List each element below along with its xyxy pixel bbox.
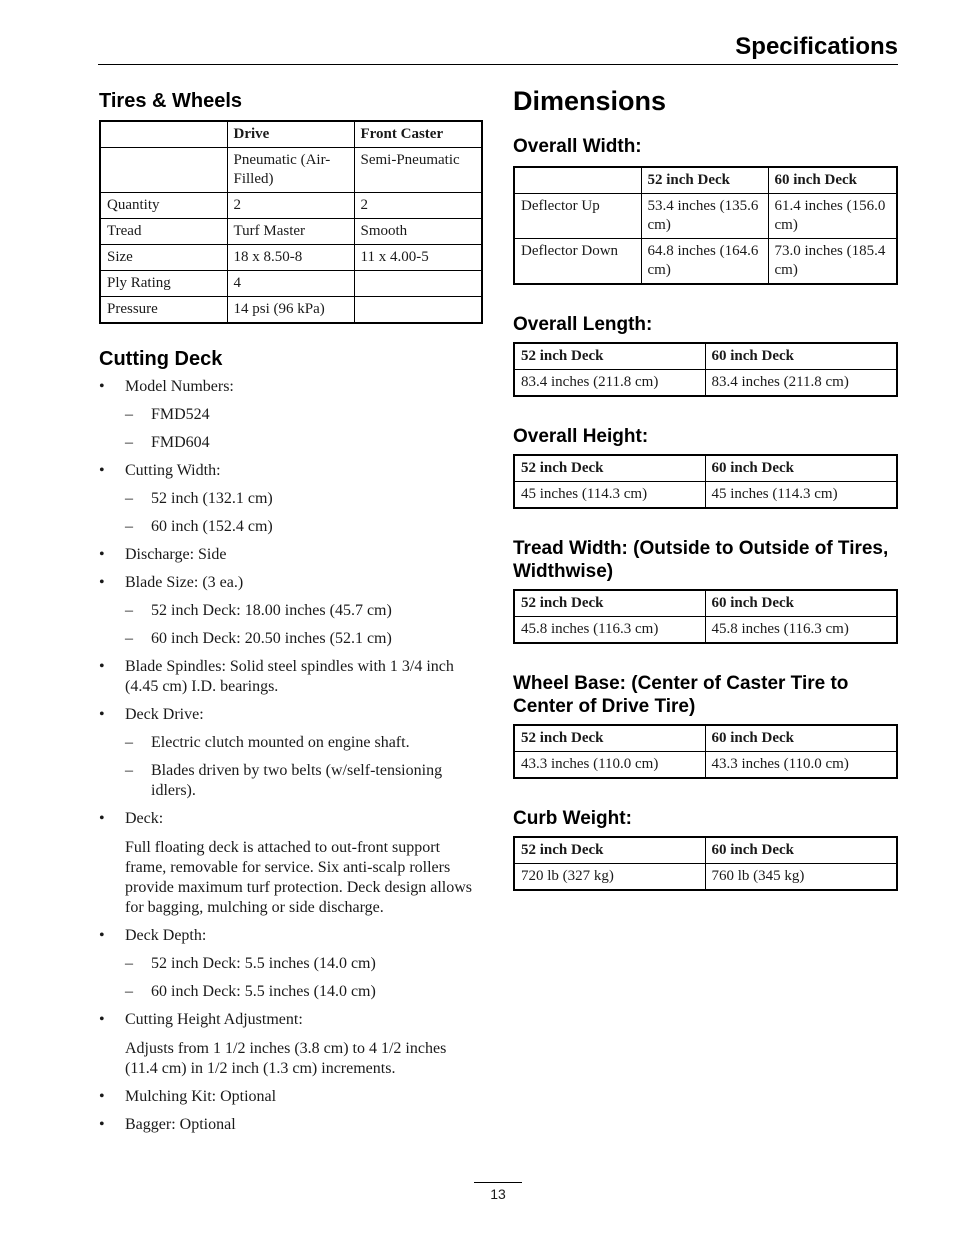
- cutting-deck-heading: Cutting Deck: [99, 348, 223, 370]
- table-cell: [100, 148, 227, 193]
- list-item: • Blade Size: (3 ea.) – 52 inch Deck: 18.00 inches (45.7 cm) – 60 inch Deck: 20.50 inches (52.1 cm): [99, 573, 483, 649]
- table-row: [514, 370, 897, 397]
- table-header-cell: 52 inch Deck: [514, 343, 705, 370]
- overall-height-heading: Overall Height:: [513, 426, 649, 447]
- table-header-row: [100, 121, 482, 148]
- cutting-deck-list: [99, 377, 483, 1135]
- table-header-cell: [514, 167, 641, 194]
- dash-icon: –: [125, 630, 133, 647]
- table-cell: 73.0 inches (185.4 cm): [768, 239, 897, 285]
- table-cell: 2: [227, 193, 354, 219]
- table-header-cell: 52 inch Deck: [641, 167, 768, 194]
- right-column: [513, 86, 898, 891]
- overall-width-heading: Overall Width:: [513, 136, 642, 157]
- table-header-cell: 60 inch Deck: [705, 455, 897, 482]
- bullet-icon: •: [99, 462, 105, 479]
- list-item: – Electric clutch mounted on engine shaft.: [125, 734, 410, 751]
- left-column: [99, 90, 483, 1143]
- table-cell: 4: [227, 271, 354, 297]
- table-header-cell: 60 inch Deck: [705, 837, 897, 864]
- list-item: • Cutting Width: – 52 inch (132.1 cm) – 60 inch (152.4 cm): [99, 461, 483, 537]
- dash-icon: –: [125, 490, 133, 507]
- table-cell: 43.3 inches (110.0 cm): [705, 752, 897, 779]
- list-item: • Bagger: Optional: [99, 1116, 236, 1133]
- dash-icon: –: [125, 602, 133, 619]
- table-cell: 53.4 inches (135.6 cm): [641, 194, 768, 239]
- wheel-base-heading: Wheel Base: (Center of Caster Tire to Center of Drive Tire): [513, 673, 849, 717]
- table-cell: Pneumatic (Air-Filled): [227, 148, 354, 193]
- bullet-icon: •: [99, 574, 105, 591]
- table-header-cell: 60 inch Deck: [705, 343, 897, 370]
- tires-wheels-table: [99, 120, 483, 324]
- dash-icon: –: [125, 434, 133, 451]
- header-rule: [98, 64, 898, 65]
- table-header-cell: 60 inch Deck: [705, 590, 897, 617]
- table-row: [514, 617, 897, 644]
- bullet-icon: •: [99, 546, 105, 563]
- table-header-cell: Drive: [227, 121, 354, 148]
- table-header-row: [514, 837, 897, 864]
- list-item: – Blades driven by two belts (w/self-tensioning idlers).: [125, 762, 443, 799]
- list-item: • Model Numbers: – FMD524 – FMD604: [99, 377, 483, 453]
- table-header-row: [514, 167, 897, 194]
- table-header-row: [514, 590, 897, 617]
- overall-length-table: [513, 342, 898, 397]
- table-cell: Tread: [100, 219, 227, 245]
- table-header-cell: 60 inch Deck: [768, 167, 897, 194]
- table-cell: Ply Rating: [100, 271, 227, 297]
- tread-width-table: [513, 589, 898, 644]
- list-item: – FMD604: [125, 434, 210, 451]
- list-item: – 52 inch Deck: 18.00 inches (45.7 cm): [125, 602, 392, 619]
- table-cell: Deflector Down: [514, 239, 641, 285]
- table-cell: 45.8 inches (116.3 cm): [705, 617, 897, 644]
- page-number: 13: [474, 1182, 522, 1202]
- table-cell: Quantity: [100, 193, 227, 219]
- table-cell: 83.4 inches (211.8 cm): [705, 370, 897, 397]
- tread-width-heading: Tread Width: (Outside to Outside of Tires, Widthwise): [513, 538, 889, 582]
- table-row: [100, 297, 482, 324]
- table-row: [100, 219, 482, 245]
- bullet-icon: •: [99, 706, 105, 723]
- dash-icon: –: [125, 406, 133, 423]
- table-row: [514, 864, 897, 891]
- bullet-icon: •: [99, 1088, 105, 1105]
- table-cell: [354, 297, 482, 324]
- table-cell: [354, 271, 482, 297]
- table-cell: Deflector Up: [514, 194, 641, 239]
- table-cell: 14 psi (96 kPa): [227, 297, 354, 324]
- dimensions-heading: Dimensions: [513, 86, 667, 116]
- table-cell: Smooth: [354, 219, 482, 245]
- bullet-icon: •: [99, 810, 105, 827]
- dash-icon: –: [125, 518, 133, 535]
- table-row: [100, 193, 482, 219]
- page-header-title: Specifications: [735, 33, 898, 60]
- table-row: [514, 482, 897, 509]
- table-header-cell: 60 inch Deck: [705, 725, 897, 752]
- dash-icon: –: [125, 734, 133, 751]
- table-cell: 760 lb (345 kg): [705, 864, 897, 891]
- list-item: • Deck Drive: – Electric clutch mounted on engine shaft. – Blades driven by two belts (w/self-tensioning idlers).: [99, 705, 483, 801]
- list-item: – 60 inch Deck: 5.5 inches (14.0 cm): [125, 983, 376, 1000]
- table-cell: 83.4 inches (211.8 cm): [514, 370, 705, 397]
- bullet-icon: •: [99, 1116, 105, 1133]
- list-item: • Cutting Height Adjustment: Adjusts from 1 1/2 inches (3.8 cm) to 4 1/2 inches (11.4 cm) in 1/2 inch (1.3 cm) increments.: [99, 1010, 483, 1079]
- table-row: [514, 752, 897, 779]
- table-row: [100, 245, 482, 271]
- list-item: – 60 inch Deck: 20.50 inches (52.1 cm): [125, 630, 392, 647]
- table-header-row: [514, 725, 897, 752]
- dash-icon: –: [125, 955, 133, 972]
- table-cell: 61.4 inches (156.0 cm): [768, 194, 897, 239]
- table-cell: 43.3 inches (110.0 cm): [514, 752, 705, 779]
- table-header-row: [514, 343, 897, 370]
- table-row: [514, 239, 897, 285]
- table-cell: Turf Master: [227, 219, 354, 245]
- table-header-cell: 52 inch Deck: [514, 590, 705, 617]
- table-cell: 18 x 8.50-8: [227, 245, 354, 271]
- table-cell: 45 inches (114.3 cm): [514, 482, 705, 509]
- deck-description: Full floating deck is attached to out-front support frame, removable for service. Six anti-scalp rollers provide maximum turf protection. Deck design allows for bagging, mulching or side discharge.: [125, 839, 473, 916]
- overall-height-table: [513, 454, 898, 509]
- bullet-icon: •: [99, 1011, 105, 1028]
- dash-icon: –: [125, 983, 133, 1000]
- table-cell: 11 x 4.00-5: [354, 245, 482, 271]
- table-header-cell: 52 inch Deck: [514, 837, 705, 864]
- list-item: – FMD524: [125, 406, 210, 423]
- overall-width-table: [513, 166, 898, 285]
- list-item: – 52 inch (132.1 cm): [125, 490, 273, 507]
- height-adjust-description: Adjusts from 1 1/2 inches (3.8 cm) to 4 1/2 inches (11.4 cm) in 1/2 inch (1.3 cm) increments.: [125, 1040, 447, 1077]
- table-row: [100, 271, 482, 297]
- bullet-icon: •: [99, 378, 105, 395]
- wheel-base-table: [513, 724, 898, 779]
- table-header-cell: 52 inch Deck: [514, 725, 705, 752]
- table-cell: 45 inches (114.3 cm): [705, 482, 897, 509]
- list-item: – 60 inch (152.4 cm): [125, 518, 273, 535]
- list-item: • Blade Spindles: Solid steel spindles with 1 3/4 inch (4.45 cm) I.D. bearings.: [99, 658, 454, 695]
- table-header-cell: [100, 121, 227, 148]
- table-cell: 64.8 inches (164.6 cm): [641, 239, 768, 285]
- dash-icon: –: [125, 762, 133, 779]
- curb-weight-heading: Curb Weight:: [513, 808, 632, 829]
- table-header-row: [514, 455, 897, 482]
- list-item: • Discharge: Side: [99, 546, 227, 563]
- table-header-cell: Front Caster: [354, 121, 482, 148]
- bullet-icon: •: [99, 927, 105, 944]
- list-item: • Deck Depth: – 52 inch Deck: 5.5 inches (14.0 cm) – 60 inch Deck: 5.5 inches (14.0 cm): [99, 926, 483, 1002]
- curb-weight-table: [513, 836, 898, 891]
- table-row: [100, 148, 482, 193]
- list-item: • Mulching Kit: Optional: [99, 1088, 277, 1105]
- list-item: – 52 inch Deck: 5.5 inches (14.0 cm): [125, 955, 376, 972]
- table-cell: 720 lb (327 kg): [514, 864, 705, 891]
- table-cell: Size: [100, 245, 227, 271]
- table-cell: Pressure: [100, 297, 227, 324]
- table-cell: 2: [354, 193, 482, 219]
- table-row: [514, 194, 897, 239]
- list-item: • Deck: Full floating deck is attached to out-front support frame, removable for service. Six anti-scalp rollers provide maximum turf protection. Deck design allows for bagging, mulching or side discharge.: [99, 809, 483, 918]
- bullet-icon: •: [99, 658, 105, 675]
- table-cell: Semi-Pneumatic: [354, 148, 482, 193]
- table-cell: 45.8 inches (116.3 cm): [514, 617, 705, 644]
- tires-wheels-heading: Tires & Wheels: [99, 90, 243, 112]
- overall-length-heading: Overall Length:: [513, 314, 653, 335]
- table-header-cell: 52 inch Deck: [514, 455, 705, 482]
